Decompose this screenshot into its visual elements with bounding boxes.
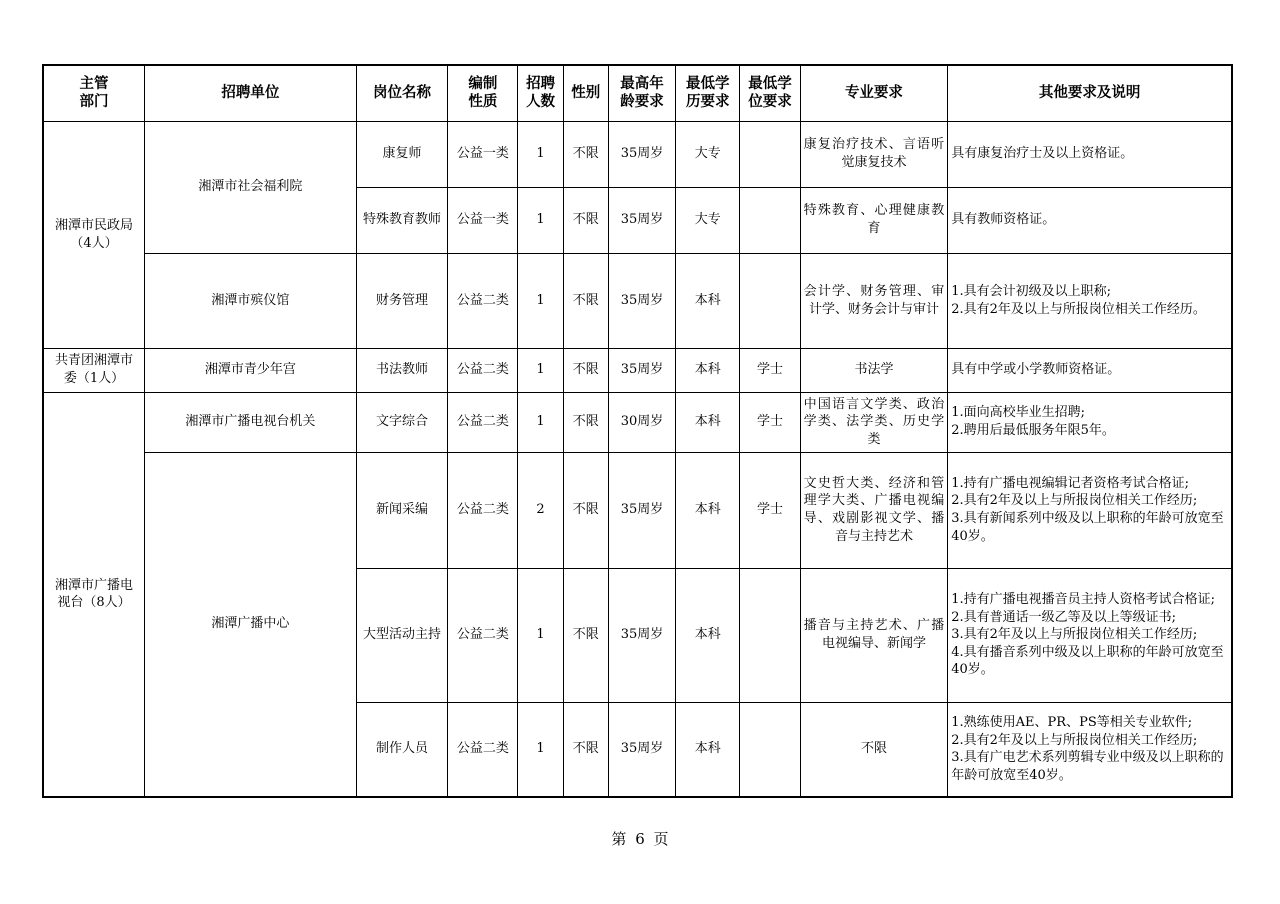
cell-degree bbox=[740, 568, 800, 702]
cell-edu: 本科 bbox=[676, 348, 740, 392]
cell-major: 会计学、财务管理、审计学、财务会计与审计 bbox=[800, 253, 948, 348]
cell-nature: 公益二类 bbox=[448, 348, 518, 392]
cell-nature: 公益二类 bbox=[448, 392, 518, 452]
cell-count: 2 bbox=[518, 452, 563, 568]
cell-nature: 公益一类 bbox=[448, 187, 518, 253]
group-gongqingtuan: 共青团湘潭市 委（1人） bbox=[43, 348, 144, 392]
cell-major: 播音与主持艺术、广播电视编导、新闻学 bbox=[800, 568, 948, 702]
cell-count: 1 bbox=[518, 121, 563, 187]
cell-gender: 不限 bbox=[563, 348, 608, 392]
cell-age: 35周岁 bbox=[608, 452, 675, 568]
cell-count: 1 bbox=[518, 253, 563, 348]
cell-other: 1.持有广播电视编辑记者资格考试合格证; 2.具有2年及以上与所报岗位相关工作经历; 3.具有新闻系列中级及以上职称的年龄可放宽至40岁。 bbox=[948, 452, 1232, 568]
footer-prefix: 第 bbox=[611, 830, 627, 848]
cell-age: 35周岁 bbox=[608, 187, 675, 253]
cell-age: 30周岁 bbox=[608, 392, 675, 452]
header-count: 招聘 人数 bbox=[518, 65, 563, 121]
unit-binyiguan: 湘潭市殡仪馆 bbox=[144, 253, 356, 348]
cell-age: 35周岁 bbox=[608, 253, 675, 348]
cell-gender: 不限 bbox=[563, 187, 608, 253]
cell-other: 具有康复治疗士及以上资格证。 bbox=[948, 121, 1232, 187]
table-row bbox=[43, 452, 1232, 568]
footer-suffix: 页 bbox=[653, 830, 669, 848]
cell-other: 1.熟练使用AE、PR、PS等相关专业软件; 2.具有2年及以上与所报岗位相关工作经历; 3.具有广电艺术系列剪辑专业中级及以上职称的年龄可放宽至40岁。 bbox=[948, 702, 1232, 797]
cell-nature: 公益二类 bbox=[448, 702, 518, 797]
cell-major: 文史哲大类、经济和管理学大类、广播电视编导、戏剧影视文学、播音与主持艺术 bbox=[800, 452, 948, 568]
header-degree: 最低学 位要求 bbox=[740, 65, 800, 121]
group-guangbo: 湘潭市广播电 视台（8人） bbox=[43, 392, 144, 797]
cell-age: 35周岁 bbox=[608, 702, 675, 797]
cell-position: 文字综合 bbox=[356, 392, 447, 452]
header-dept: 主管 部门 bbox=[43, 65, 144, 121]
cell-count: 1 bbox=[518, 392, 563, 452]
unit-guangbozhongxin: 湘潭广播中心 bbox=[144, 452, 356, 797]
cell-major: 书法学 bbox=[800, 348, 948, 392]
cell-degree: 学士 bbox=[740, 392, 800, 452]
recruitment-table bbox=[42, 64, 1233, 798]
cell-edu: 本科 bbox=[676, 452, 740, 568]
cell-other: 具有教师资格证。 bbox=[948, 187, 1232, 253]
cell-edu: 本科 bbox=[676, 568, 740, 702]
table-row bbox=[43, 253, 1232, 348]
header-row bbox=[43, 65, 1232, 121]
cell-edu: 本科 bbox=[676, 392, 740, 452]
cell-major: 康复治疗技术、言语听觉康复技术 bbox=[800, 121, 948, 187]
cell-gender: 不限 bbox=[563, 452, 608, 568]
cell-other: 1.面向高校毕业生招聘; 2.聘用后最低服务年限5年。 bbox=[948, 392, 1232, 452]
cell-count: 1 bbox=[518, 348, 563, 392]
cell-edu: 本科 bbox=[676, 702, 740, 797]
cell-degree bbox=[740, 121, 800, 187]
table-row bbox=[43, 392, 1232, 452]
page-footer bbox=[0, 828, 1280, 849]
cell-other: 具有中学或小学教师资格证。 bbox=[948, 348, 1232, 392]
cell-major: 特殊教育、心理健康教育 bbox=[800, 187, 948, 253]
cell-position: 书法教师 bbox=[356, 348, 447, 392]
cell-gender: 不限 bbox=[563, 253, 608, 348]
header-unit: 招聘单位 bbox=[144, 65, 356, 121]
cell-other: 1.持有广播电视播音员主持人资格考试合格证; 2.具有普通话一级乙等及以上等级证书; 3.具有2年及以上与所报岗位相关工作经历; 4.具有播音系列中级及以上职称的年龄可放宽至40岁。 bbox=[948, 568, 1232, 702]
cell-major: 中国语言文学类、政治学类、法学类、历史学类 bbox=[800, 392, 948, 452]
header-age: 最高年 龄要求 bbox=[608, 65, 675, 121]
cell-position: 制作人员 bbox=[356, 702, 447, 797]
cell-degree bbox=[740, 187, 800, 253]
table-row bbox=[43, 121, 1232, 187]
unit-jiguan: 湘潭市广播电视台机关 bbox=[144, 392, 356, 452]
cell-gender: 不限 bbox=[563, 121, 608, 187]
header-nature: 编制 性质 bbox=[448, 65, 518, 121]
cell-count: 1 bbox=[518, 568, 563, 702]
cell-age: 35周岁 bbox=[608, 121, 675, 187]
header-gender: 性别 bbox=[563, 65, 608, 121]
header-position: 岗位名称 bbox=[356, 65, 447, 121]
cell-count: 1 bbox=[518, 702, 563, 797]
group-minzheng: 湘潭市民政局 （4人） bbox=[43, 121, 144, 348]
cell-position: 康复师 bbox=[356, 121, 447, 187]
cell-age: 35周岁 bbox=[608, 348, 675, 392]
cell-count: 1 bbox=[518, 187, 563, 253]
unit-fuliyuan: 湘潭市社会福利院 bbox=[144, 121, 356, 253]
cell-degree: 学士 bbox=[740, 348, 800, 392]
table-row bbox=[43, 348, 1232, 392]
page-number: 6 bbox=[635, 830, 645, 848]
cell-nature: 公益一类 bbox=[448, 121, 518, 187]
cell-nature: 公益二类 bbox=[448, 452, 518, 568]
header-other: 其他要求及说明 bbox=[948, 65, 1232, 121]
cell-age: 35周岁 bbox=[608, 568, 675, 702]
header-edu: 最低学 历要求 bbox=[676, 65, 740, 121]
cell-degree bbox=[740, 702, 800, 797]
header-major: 专业要求 bbox=[800, 65, 948, 121]
cell-position: 新闻采编 bbox=[356, 452, 447, 568]
cell-gender: 不限 bbox=[563, 702, 608, 797]
cell-degree: 学士 bbox=[740, 452, 800, 568]
cell-degree bbox=[740, 253, 800, 348]
cell-gender: 不限 bbox=[563, 392, 608, 452]
cell-position: 特殊教育教师 bbox=[356, 187, 447, 253]
cell-other: 1.具有会计初级及以上职称; 2.具有2年及以上与所报岗位相关工作经历。 bbox=[948, 253, 1232, 348]
cell-nature: 公益二类 bbox=[448, 568, 518, 702]
cell-edu: 本科 bbox=[676, 253, 740, 348]
cell-major: 不限 bbox=[800, 702, 948, 797]
cell-nature: 公益二类 bbox=[448, 253, 518, 348]
unit-shaoniangong: 湘潭市青少年宫 bbox=[144, 348, 356, 392]
cell-edu: 大专 bbox=[676, 187, 740, 253]
cell-gender: 不限 bbox=[563, 568, 608, 702]
cell-position: 大型活动主持 bbox=[356, 568, 447, 702]
cell-position: 财务管理 bbox=[356, 253, 447, 348]
cell-edu: 大专 bbox=[676, 121, 740, 187]
